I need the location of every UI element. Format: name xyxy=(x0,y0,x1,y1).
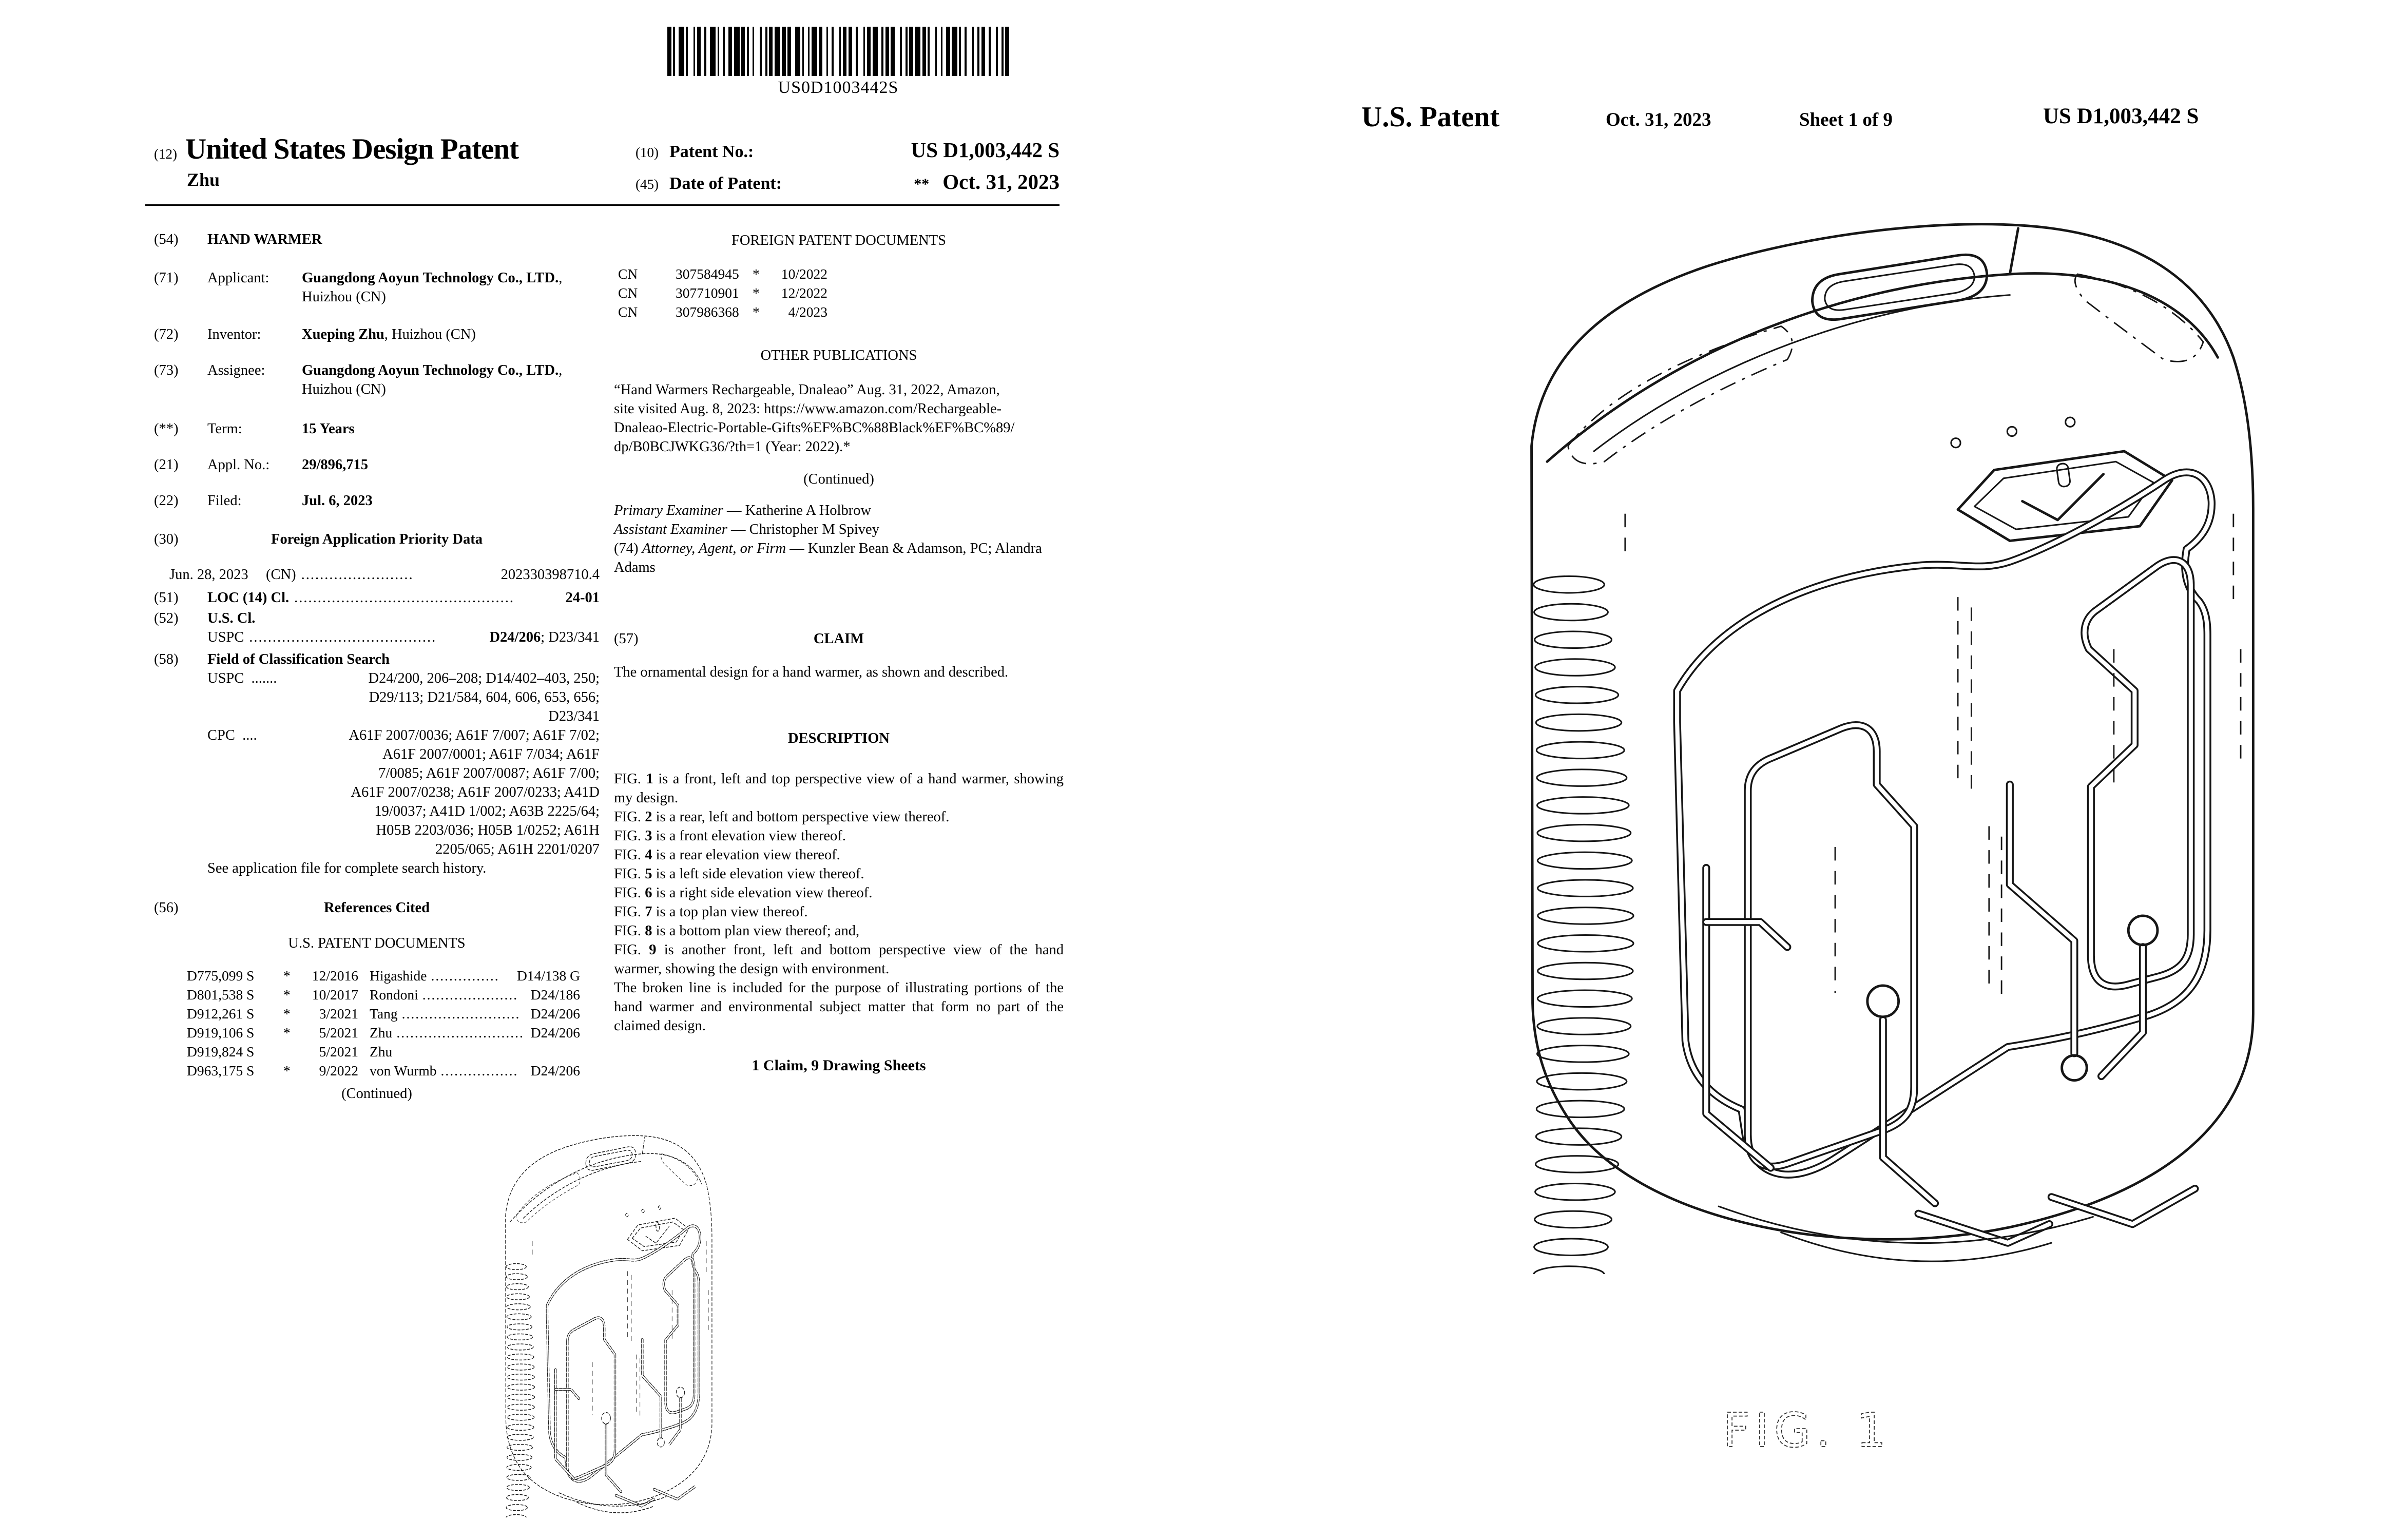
table-row: D963,175 S * 9/2022 von Wurmb ................. D24/206 xyxy=(187,1063,580,1079)
sheet-header-us-patent: U.S. Patent xyxy=(1361,101,1500,133)
search-history-note: See application file for complete search history. xyxy=(207,860,487,876)
hand-warmer-figure-main xyxy=(1469,201,2280,1274)
references-continued-note: (Continued) xyxy=(341,1086,412,1102)
barcode xyxy=(621,27,1055,76)
us-patent-documents-heading: U.S. PATENT DOCUMENTS xyxy=(288,935,466,951)
primary-examiner-line: Primary Examiner — Katherine A Holbrow xyxy=(614,503,872,518)
broken-line-note: The broken line is included for the purpose of illustrating portions of the hand warmer and environmental subject matter that form no part of the claimed design. xyxy=(614,980,1064,1034)
patent-number-block xyxy=(635,138,1060,201)
patent-no-value: US D1,003,442 S xyxy=(911,138,1060,162)
us-references-table xyxy=(154,966,600,1080)
figure-1-label-text: FIG. 1 xyxy=(1723,1403,1892,1458)
sheet-header-date: Oct. 31, 2023 xyxy=(1606,109,1711,130)
other-publications-text: “Hand Warmers Rechargeable, Dnaleao” Aug. 31, 2022, Amazon, site visited Aug. 8, 2023: https://www.amazon.com/Rechargeable- Dnaleao-Electric-Portable-Gifts%EF%BC%88Black%EF%BC%89/ dp/B0BCJWKG36/?th=1 (Year: 2022).* xyxy=(614,382,1015,455)
sheet-header-sheet-count: Sheet 1 of 9 xyxy=(1799,109,1893,130)
field-22-filed: (22) Filed: Jul. 6, 2023 xyxy=(154,493,373,509)
date-stars: ** xyxy=(914,176,930,192)
field-30-priority-heading: (30) Foreign Application Priority Data xyxy=(154,531,483,547)
publications-column xyxy=(614,231,1064,1075)
document-header xyxy=(154,132,616,190)
document-title: United States Design Patent xyxy=(185,133,519,165)
field-56-references-heading: (56) References Cited xyxy=(154,900,430,916)
description-heading: DESCRIPTION xyxy=(788,730,890,746)
bibliographic-column xyxy=(154,230,600,1103)
claims-sheets-summary: 1 Claim, 9 Drawing Sheets xyxy=(752,1057,926,1074)
table-row: D919,824 S 5/2021 Zhu xyxy=(187,1044,393,1060)
table-row: CN 307710901 * 12/2022 xyxy=(618,285,827,301)
sheet-header-patent-number: US D1,003,442 S xyxy=(2043,104,2199,128)
field-52-us-cl: (52) U.S. Cl. USPC ........................................ D24/206; D23/341 xyxy=(154,610,600,645)
table-row: D775,099 S * 12/2016 Higashide ............... D14/138 G xyxy=(187,968,580,984)
table-row: CN 307584945 * 10/2022 xyxy=(618,266,827,282)
foreign-references-table xyxy=(614,264,1064,321)
table-row: D801,538 S * 10/2017 Rondoni ..................... D24/186 xyxy=(187,987,580,1003)
header-rule xyxy=(145,204,1060,206)
patent-no-code: (10) xyxy=(635,145,659,160)
assistant-examiner-line: Assistant Examiner — Christopher M Spivey xyxy=(614,522,879,537)
publications-continued-note: (Continued) xyxy=(803,471,874,487)
figure-1-label xyxy=(1719,1397,1955,1469)
field-54-title: (54) HAND WARMER xyxy=(154,232,322,247)
other-publications-heading: OTHER PUBLICATIONS xyxy=(760,348,917,363)
date-value: Oct. 31, 2023 xyxy=(942,170,1060,194)
priority-data-row: Jun. 28, 2023 (CN) ........................ 202330398710.4 xyxy=(169,567,600,583)
date-code: (45) xyxy=(635,177,659,192)
foreign-patent-documents-heading: FOREIGN PATENT DOCUMENTS xyxy=(731,233,947,248)
claim-heading-row: (57) CLAIM xyxy=(614,631,864,647)
kind-code: (12) xyxy=(154,146,177,162)
inventor-surname: Zhu xyxy=(187,169,220,190)
claim-text: The ornamental design for a hand warmer, as shown and described. xyxy=(614,664,1009,680)
field-71-applicant: (71) Applicant: Guangdong Aoyun Technology Co., LTD., Huizhou (CN) xyxy=(154,270,563,305)
table-row: D919,106 S * 5/2021 Zhu ............................ D24/206 xyxy=(187,1025,580,1041)
figure-descriptions: FIG. 1 is a front, left and top perspective view of a hand warmer, showing my design. FIG. 2 is a rear, left and bottom perspective view thereof. FIG. 3 is a front elevation view thereof. FIG. 4 is a rear elevation view thereof. FIG. 5 is a left side elevation view thereof. FIG. 6 is a right side elevation view thereof. FIG. 7 is a top plan view thereof. FIG. 8 is a bottom plan view thereof; and, FIG. 9 is another front, left and bottom perspective view of the hand warmer, showing the design with environment. The broken line is included for the purpose of illustrating portions of the hand warmer and environmental subject matter that form no part of the claimed design. xyxy=(614,769,1064,1035)
field-73-assignee: (73) Assignee: Guangdong Aoyun Technology Co., LTD., Huizhou (CN) xyxy=(154,362,563,397)
field-term: (**) Term: 15 Years xyxy=(154,421,355,437)
table-row: D912,261 S * 3/2021 Tang .......................... D24/206 xyxy=(187,1006,580,1022)
date-label: Date of Patent: xyxy=(669,174,782,193)
attorney-line: (74) Attorney, Agent, or Firm — Kunzler Bean & Adamson, PC; Alandra Adams xyxy=(614,541,1042,575)
field-72-inventor: (72) Inventor: Xueping Zhu, Huizhou (CN) xyxy=(154,326,476,342)
field-51-loc: (51) LOC (14) Cl. ............................................... 24-01 xyxy=(154,590,600,606)
table-row: CN 307986368 * 4/2023 xyxy=(618,304,827,320)
uspc-search-lines: USPC ....... D24/200, 206–208; D14/402–403, 250; D29/113; D21/584, 604, 606, 653, 656; D23/341 xyxy=(207,670,600,724)
barcode-number: US0D1003442S xyxy=(778,78,899,97)
field-21-appl-no: (21) Appl. No.: 29/896,715 xyxy=(154,457,369,473)
cpc-search-lines: CPC .... A61F 2007/0036; A61F 7/007; A61F 7/02; A61F 2007/0001; A61F 7/034; A61F 7/0085; A61F 2007/0087; A61F 7/00; A61F 2007/0238; A61F 2007/0233; A41D 19/0037; A41D 1/002; A63B 2225/64; H05B 2203/036; H05B 1/0252; A61H 2205/065; A61H 2201/0207 xyxy=(207,727,600,857)
patent-no-label: Patent No.: xyxy=(669,142,754,161)
hand-warmer-figure-mini xyxy=(488,1127,720,1517)
field-58-classification-search: (58) Field of Classification Search xyxy=(154,651,390,667)
